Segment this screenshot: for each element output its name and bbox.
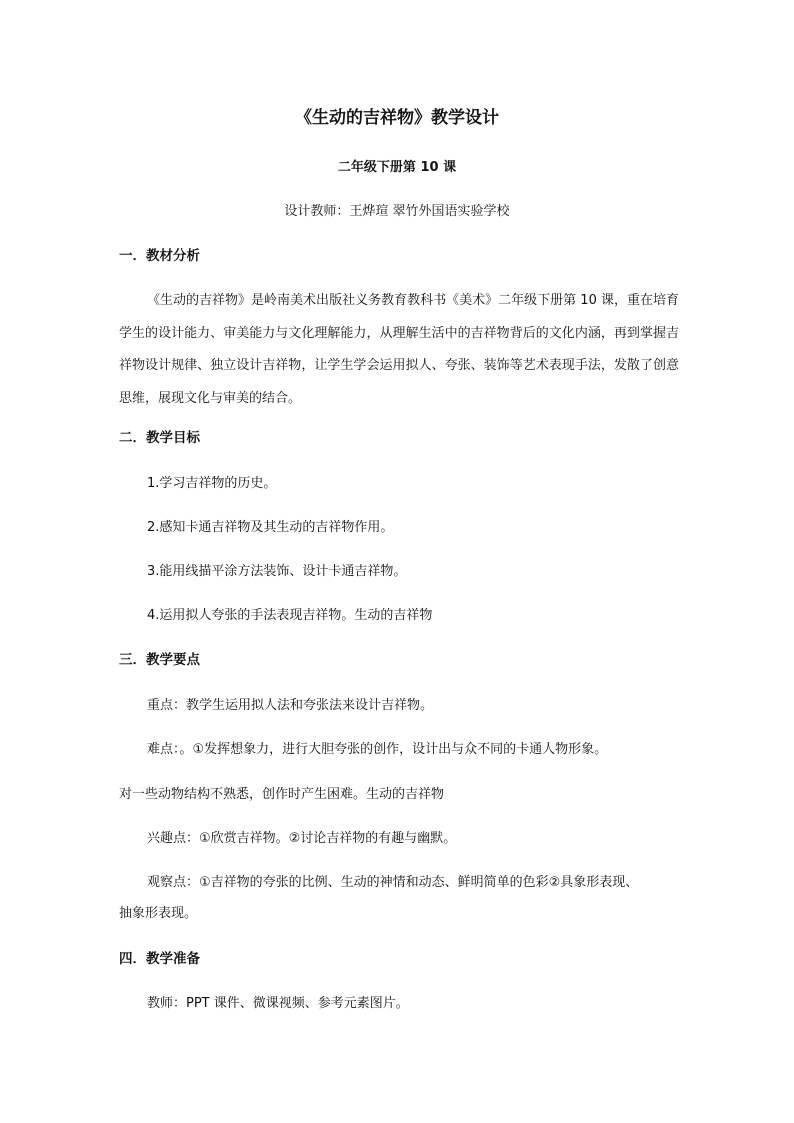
key-point-line: 重点：教学生运用拟人法和夸张法来设计吉祥物。 <box>147 698 434 713</box>
section-heading-preparation: 四．教学准备 <box>119 951 200 967</box>
interest-point-line: 兴趣点：①欣赏吉祥物。②讨论吉祥物的有趣与幽默。 <box>147 831 457 846</box>
difficulty-line: 难点：。①发挥想象力，进行大胆夸张的创作，设计出与众不同的卡通人物形象。 <box>147 742 608 757</box>
document-subtitle: 二年级下册第 10 课 <box>337 160 457 175</box>
section-heading-analysis: 一．教材分析 <box>119 248 200 264</box>
objective-item: 2.感知卡通吉祥物及其生动的吉祥物作用。 <box>147 520 394 535</box>
analysis-paragraph: 《生动的吉祥物》是岭南美术出版社义务教育教科书《美术》二年级下册第 10 课，重在培育学生的设计能力、审美能力与文化理解能力，从理解生活中的吉祥物背后的文化内涵，再到掌握吉祥物设计规律、独立设计吉祥物，让学生学会运用拟人、夸张、装饰等艺术表现手法，发散了创意思维，展现文化与审美的结合。 <box>119 293 679 406</box>
section-heading-objectives: 二．教学目标 <box>119 430 200 446</box>
teacher-preparation-line: 教师：PPT 课件、微课视频、参考元素图片。 <box>147 996 409 1011</box>
observation-line: 观察点：①吉祥物的夸张的比例、生动的神情和动态、鲜明简单的色彩②具象形表现、 <box>147 875 639 890</box>
document-title: 《生动的吉祥物》教学设计 <box>295 108 499 128</box>
objective-item: 3.能用线描平涂方法装饰、设计卡通吉祥物。 <box>147 564 407 579</box>
difficulty-continuation-line: 对一些动物结构不熟悉，创作时产生困难。生动的吉祥物 <box>119 787 445 802</box>
observation-continuation-line: 抽象形表现。 <box>119 906 198 921</box>
section-heading-key-points: 三．教学要点 <box>119 652 200 668</box>
objective-item: 4.运用拟人夸张的手法表现吉祥物。生动的吉祥物 <box>147 608 433 623</box>
designer-line: 设计教师：王烨瑄 翠竹外国语实验学校 <box>284 204 510 219</box>
objective-item: 1.学习吉祥物的历史。 <box>147 476 277 491</box>
